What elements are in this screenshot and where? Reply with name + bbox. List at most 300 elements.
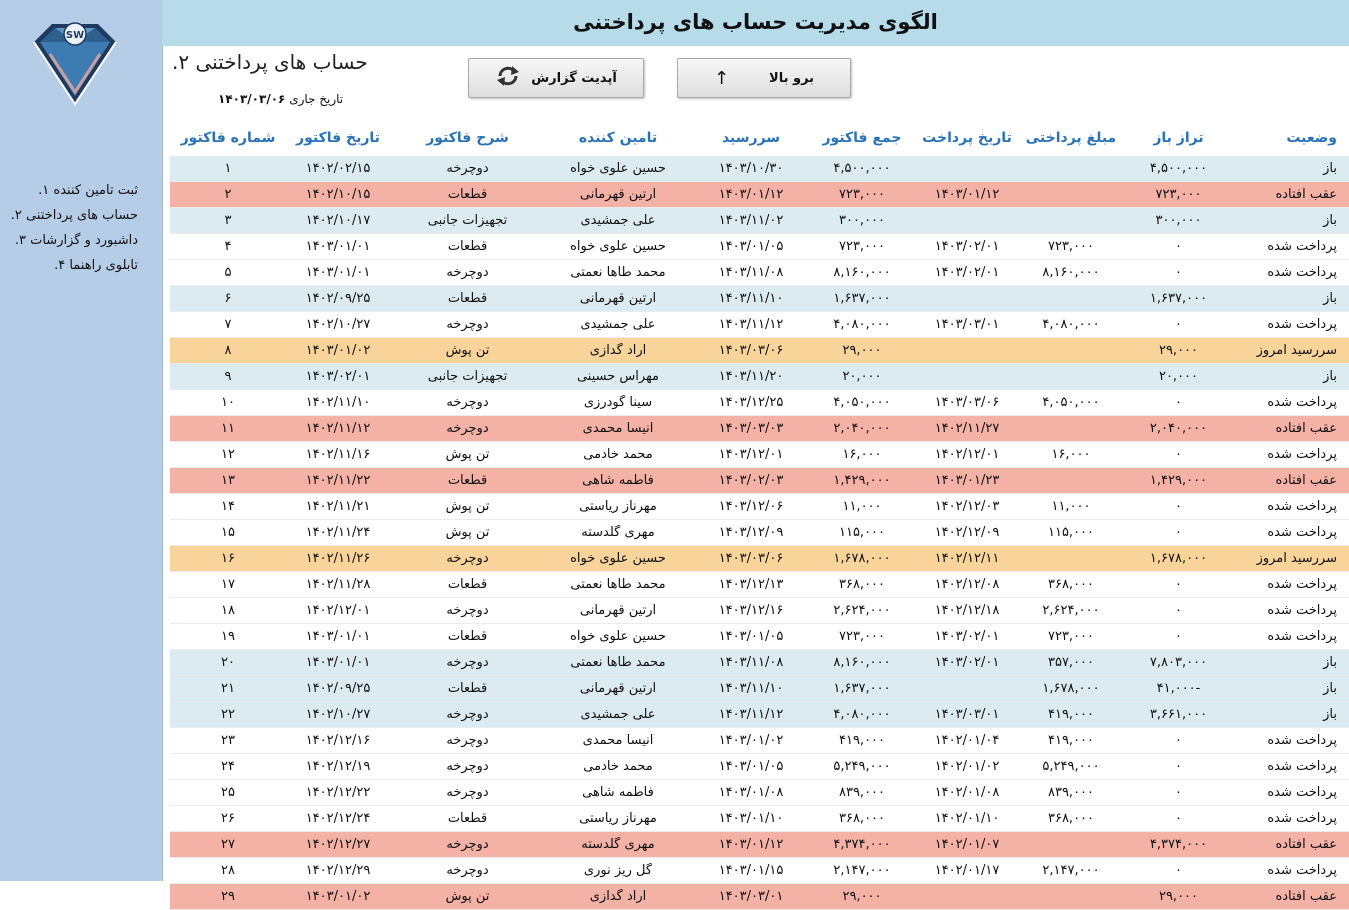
table-row[interactable] [170,312,1349,338]
cell-invoice-number[interactable]: ۲۵ [221,785,235,800]
cell-description[interactable]: قطعات [447,291,488,306]
cell-invoice-total[interactable]: ۷۲۳,۰۰۰ [838,629,886,644]
cell-status[interactable]: باز [1323,291,1337,306]
cell-invoice-total[interactable]: ۱۱,۰۰۰ [842,499,882,514]
cell-invoice-date[interactable]: ۱۴۰۲/۱۱/۲۱ [305,499,371,514]
cell-invoice-total[interactable]: ۵,۲۴۹,۰۰۰ [833,759,891,774]
cell-due-date[interactable]: ۱۴۰۳/۱۲/۱۳ [718,577,784,592]
cell-supplier[interactable]: مهری گلدسته [581,525,655,540]
cell-supplier[interactable]: ارتین قهرمانی [579,291,657,306]
cell-invoice-number[interactable]: ۹ [224,369,232,384]
cell-invoice-date[interactable]: ۱۴۰۲/۰۲/۱۵ [305,161,371,176]
cell-open-balance[interactable]: ۳,۶۶۱,۰۰۰ [1149,707,1208,722]
cell-due-date[interactable]: ۱۴۰۳/۰۳/۰۶ [718,551,784,566]
cell-paid-amount[interactable]: ۱۶,۰۰۰ [1051,447,1091,462]
cell-due-date[interactable]: ۱۴۰۳/۱۲/۲۵ [718,395,784,410]
cell-invoice-total[interactable]: ۴,۰۸۰,۰۰۰ [833,317,891,332]
cell-open-balance[interactable]: ۰ [1175,811,1182,826]
table-row[interactable] [170,442,1349,468]
table-row[interactable] [170,572,1349,598]
cell-status[interactable]: عقب افتاده [1275,837,1337,852]
cell-invoice-date[interactable]: ۱۴۰۲/۱۰/۱۷ [305,213,371,228]
cell-invoice-date[interactable]: ۱۴۰۲/۱۱/۲۶ [305,551,371,566]
cell-invoice-total[interactable]: ۲,۱۴۷,۰۰۰ [833,863,891,878]
cell-invoice-total[interactable]: ۸,۱۶۰,۰۰۰ [833,265,891,280]
cell-supplier[interactable]: ارتین قهرمانی [579,681,657,696]
cell-open-balance[interactable]: ۱,۶۳۷,۰۰۰ [1149,291,1208,306]
cell-open-balance[interactable]: ۰ [1175,395,1182,410]
cell-invoice-total[interactable]: ۴,۰۵۰,۰۰۰ [833,395,891,410]
cell-payment-date[interactable]: ۱۴۰۲/۰۱/۰۴ [934,733,1000,748]
cell-invoice-total[interactable]: ۱,۴۲۹,۰۰۰ [833,473,891,488]
cell-paid-amount[interactable]: ۸۳۹,۰۰۰ [1047,785,1095,800]
cell-status[interactable]: باز [1323,707,1337,722]
cell-invoice-total[interactable]: ۷۲۳,۰۰۰ [838,187,886,202]
table-row[interactable] [170,598,1349,624]
cell-due-date[interactable]: ۱۴۰۳/۰۱/۰۵ [718,239,784,254]
cell-description[interactable]: قطعات [447,187,488,202]
cell-invoice-number[interactable]: ۲۲ [221,707,235,722]
cell-invoice-total[interactable]: ۸۳۹,۰۰۰ [838,785,886,800]
cell-invoice-number[interactable]: ۲۷ [221,837,235,852]
cell-payment-date[interactable]: ۱۴۰۳/۰۲/۰۱ [934,655,1000,670]
cell-description[interactable]: قطعات [447,681,488,696]
cell-invoice-number[interactable]: ۳ [224,213,232,228]
cell-open-balance[interactable]: ۰ [1175,525,1182,540]
cell-open-balance[interactable]: ۲۹,۰۰۰ [1158,343,1199,358]
cell-due-date[interactable]: ۱۴۰۳/۱۲/۰۶ [718,499,784,514]
table-row[interactable] [170,754,1349,780]
cell-description[interactable]: دوچرخه [446,655,489,670]
table-row[interactable] [170,520,1349,546]
cell-due-date[interactable]: ۱۴۰۳/۰۱/۰۵ [718,629,784,644]
cell-open-balance[interactable]: ۰ [1175,499,1182,514]
cell-invoice-date[interactable]: ۱۴۰۳/۰۱/۰۱ [305,239,371,254]
cell-payment-date[interactable]: ۱۴۰۳/۰۱/۲۳ [934,473,1000,488]
cell-status[interactable]: باز [1323,369,1337,384]
cell-status[interactable]: پرداخت شده [1267,239,1337,254]
cell-due-date[interactable]: ۱۴۰۳/۰۱/۰۲ [718,733,784,748]
cell-open-balance[interactable]: ۴,۵۰۰,۰۰۰ [1149,161,1208,176]
cell-status[interactable]: عقب افتاده [1275,889,1337,904]
cell-invoice-date[interactable]: ۱۴۰۲/۱۲/۱۹ [305,759,371,774]
cell-supplier[interactable]: حسین علوی خواه [570,629,666,644]
cell-payment-date[interactable]: ۱۴۰۲/۰۱/۰۲ [934,759,1000,774]
cell-status[interactable]: پرداخت شده [1267,759,1337,774]
cell-status[interactable]: باز [1323,681,1337,696]
cell-invoice-date[interactable]: ۱۴۰۲/۱۰/۱۵ [305,187,371,202]
cell-invoice-number[interactable]: ۸ [224,343,232,358]
cell-description[interactable]: قطعات [447,239,488,254]
table-row[interactable] [170,286,1349,312]
table-row[interactable] [170,806,1349,832]
cell-invoice-number[interactable]: ۱۶ [221,551,235,566]
cell-status[interactable]: پرداخت شده [1267,317,1337,332]
cell-open-balance[interactable]: ۲,۰۴۰,۰۰۰ [1149,421,1208,436]
cell-invoice-total[interactable]: ۴,۵۰۰,۰۰۰ [833,161,891,176]
cell-invoice-date[interactable]: ۱۴۰۲/۱۲/۰۱ [305,603,371,618]
col-open-balance[interactable]: تراز باز [1153,130,1204,146]
cell-paid-amount[interactable]: ۴,۰۵۰,۰۰۰ [1042,395,1100,410]
cell-invoice-number[interactable]: ۱ [224,161,232,176]
cell-description[interactable]: قطعات [447,577,488,592]
cell-invoice-total[interactable]: ۱,۶۳۷,۰۰۰ [833,681,891,696]
cell-invoice-number[interactable]: ۱۷ [221,577,235,592]
cell-supplier[interactable]: محمد خادمی [583,759,653,774]
cell-supplier[interactable]: فاطمه شاهی [582,785,654,800]
cell-invoice-date[interactable]: ۱۴۰۲/۱۰/۲۷ [305,317,371,332]
cell-invoice-date[interactable]: ۱۴۰۲/۱۲/۲۴ [305,811,371,826]
cell-invoice-total[interactable]: ۷۲۳,۰۰۰ [838,239,886,254]
cell-supplier[interactable]: حسین علوی خواه [570,551,666,566]
cell-description[interactable]: دوچرخه [446,161,489,176]
cell-paid-amount[interactable]: ۱,۶۷۸,۰۰۰ [1042,681,1100,696]
cell-paid-amount[interactable]: ۴۱۹,۰۰۰ [1047,733,1095,748]
cell-supplier[interactable]: محمد خادمی [583,447,653,462]
cell-invoice-date[interactable]: ۱۴۰۳/۰۱/۰۱ [305,655,371,670]
cell-open-balance[interactable]: ۰ [1175,629,1182,644]
col-status[interactable]: وضعیت [1286,130,1337,146]
cell-invoice-date[interactable]: ۱۴۰۲/۱۲/۲۷ [305,837,371,852]
sidebar-item-payables[interactable]: حساب های پرداختنی ۲. [10,208,138,223]
cell-invoice-date[interactable]: ۱۴۰۲/۱۲/۲۹ [305,863,371,878]
cell-status[interactable]: باز [1323,655,1337,670]
cell-payment-date[interactable]: ۱۴۰۲/۱۱/۲۷ [934,421,1000,436]
cell-due-date[interactable]: ۱۴۰۳/۱۱/۱۰ [718,681,784,696]
cell-status[interactable]: پرداخت شده [1267,785,1337,800]
cell-supplier[interactable]: حسین علوی خواه [570,161,666,176]
cell-supplier[interactable]: علی جمشیدی [580,317,656,332]
cell-invoice-number[interactable]: ۱۵ [221,525,235,540]
cell-supplier[interactable]: محمد طاها نعمتی [570,577,666,592]
cell-payment-date[interactable]: ۱۴۰۲/۱۲/۰۱ [934,447,1000,462]
cell-supplier[interactable]: ارتین قهرمانی [579,603,657,618]
cell-payment-date[interactable]: ۱۴۰۳/۰۲/۰۱ [934,629,1000,644]
cell-due-date[interactable]: ۱۴۰۳/۰۱/۱۵ [718,863,784,878]
cell-invoice-number[interactable]: ۲۶ [221,811,235,826]
cell-due-date[interactable]: ۱۴۰۳/۰۱/۱۲ [718,187,784,202]
cell-supplier[interactable]: علی جمشیدی [580,213,656,228]
cell-description[interactable]: دوچرخه [446,759,489,774]
cell-invoice-total[interactable]: ۱,۶۳۷,۰۰۰ [833,291,891,306]
cell-invoice-number[interactable]: ۴ [224,239,232,254]
col-invoice-date[interactable]: تاریخ فاکتور [296,130,380,146]
cell-description[interactable]: قطعات [447,473,488,488]
cell-status[interactable]: پرداخت شده [1267,499,1337,514]
table-row[interactable] [170,208,1349,234]
cell-open-balance[interactable]: ۰ [1175,785,1182,800]
cell-open-balance[interactable]: ۲۹,۰۰۰ [1158,889,1199,904]
cell-supplier[interactable]: انیسا محمدی [582,421,654,436]
cell-due-date[interactable]: ۱۴۰۳/۱۱/۲۰ [718,369,784,384]
cell-status[interactable]: پرداخت شده [1267,395,1337,410]
table-row[interactable] [170,624,1349,650]
col-paid-amount[interactable]: مبلغ پرداختی [1025,130,1117,146]
cell-open-balance[interactable]: ۷,۸۰۳,۰۰۰ [1149,655,1208,670]
table-row[interactable] [170,858,1349,884]
cell-paid-amount[interactable]: ۷۲۳,۰۰۰ [1047,239,1095,254]
cell-supplier[interactable]: محمد طاها نعمتی [570,265,666,280]
cell-open-balance[interactable]: ۰ [1175,265,1182,280]
cell-description[interactable]: تجهیزات جانبی [427,213,508,228]
cell-payment-date[interactable]: ۱۴۰۳/۰۳/۰۱ [934,707,1000,722]
cell-description[interactable]: تن پوش [445,525,490,540]
cell-due-date[interactable]: ۱۴۰۳/۰۱/۰۸ [718,785,784,800]
table-row[interactable] [170,416,1349,442]
cell-invoice-total[interactable]: ۴,۳۷۴,۰۰۰ [833,837,891,852]
cell-invoice-date[interactable]: ۱۴۰۲/۰۹/۲۵ [305,291,371,306]
cell-status[interactable]: باز [1323,213,1337,228]
cell-invoice-number[interactable]: ۲ [224,187,232,202]
col-payment-date[interactable]: تاریخ پرداخت [922,130,1012,146]
cell-status[interactable]: پرداخت شده [1267,733,1337,748]
cell-open-balance[interactable]: ۲۰,۰۰۰ [1158,369,1199,384]
cell-paid-amount[interactable]: ۳۵۷,۰۰۰ [1047,655,1095,670]
table-row[interactable] [170,390,1349,416]
cell-description[interactable]: دوچرخه [446,785,489,800]
cell-description[interactable]: دوچرخه [446,863,489,878]
cell-open-balance[interactable]: -۴۱,۰۰۰ [1156,681,1201,696]
cell-invoice-total[interactable]: ۲۹,۰۰۰ [842,343,882,358]
col-due-date[interactable]: سررسید [721,130,781,146]
cell-invoice-number[interactable]: ۶ [224,291,232,306]
cell-payment-date[interactable]: ۱۴۰۳/۰۲/۰۱ [934,239,1000,254]
cell-supplier[interactable]: اراد گدازی [589,889,647,904]
cell-paid-amount[interactable]: ۲,۶۲۴,۰۰۰ [1042,603,1100,618]
cell-due-date[interactable]: ۱۴۰۳/۰۳/۰۱ [718,889,784,904]
cell-invoice-number[interactable]: ۱۸ [221,603,235,618]
cell-description[interactable]: تن پوش [445,447,490,462]
cell-invoice-total[interactable]: ۲۹,۰۰۰ [842,889,882,904]
cell-supplier[interactable]: مهراس حسینی [576,369,660,384]
cell-due-date[interactable]: ۱۴۰۳/۱۱/۱۲ [718,317,784,332]
cell-invoice-total[interactable]: ۲,۰۴۰,۰۰۰ [833,421,891,436]
cell-due-date[interactable]: ۱۴۰۳/۰۱/۰۵ [718,759,784,774]
cell-invoice-date[interactable]: ۱۴۰۳/۰۱/۰۱ [305,629,371,644]
cell-invoice-date[interactable]: ۱۴۰۳/۰۲/۰۱ [305,369,371,384]
cell-payment-date[interactable]: ۱۴۰۳/۰۳/۰۱ [934,317,1000,332]
cell-open-balance[interactable]: ۱,۴۲۹,۰۰۰ [1149,473,1208,488]
cell-description[interactable]: دوچرخه [446,551,489,566]
table-row[interactable] [170,468,1349,494]
cell-status[interactable]: پرداخت شده [1267,525,1337,540]
cell-invoice-date[interactable]: ۱۴۰۲/۱۱/۱۰ [305,395,371,410]
cell-paid-amount[interactable]: ۷۲۳,۰۰۰ [1047,629,1095,644]
cell-paid-amount[interactable]: ۵,۲۴۹,۰۰۰ [1042,759,1100,774]
cell-status[interactable]: عقب افتاده [1275,421,1337,436]
cell-status[interactable]: پرداخت شده [1267,811,1337,826]
cell-paid-amount[interactable]: ۱۱۵,۰۰۰ [1047,525,1095,540]
cell-invoice-date[interactable]: ۱۴۰۲/۱۱/۱۶ [305,447,371,462]
cell-invoice-total[interactable]: ۳۰۰,۰۰۰ [838,213,886,228]
table-row[interactable] [170,884,1349,910]
cell-description[interactable]: قطعات [447,811,488,826]
cell-invoice-date[interactable]: ۱۴۰۳/۰۱/۰۱ [305,265,371,280]
table-row[interactable] [170,650,1349,676]
cell-description[interactable]: تن پوش [445,889,490,904]
cell-description[interactable]: دوچرخه [446,317,489,332]
cell-invoice-total[interactable]: ۲۰,۰۰۰ [842,369,882,384]
cell-invoice-total[interactable]: ۳۶۸,۰۰۰ [838,811,886,826]
cell-due-date[interactable]: ۱۴۰۳/۱۲/۰۹ [718,525,784,540]
cell-payment-date[interactable]: ۱۴۰۲/۱۲/۱۸ [934,603,1000,618]
cell-paid-amount[interactable]: ۲,۱۴۷,۰۰۰ [1042,863,1100,878]
cell-payment-date[interactable]: ۱۴۰۳/۰۳/۰۶ [934,395,1000,410]
cell-due-date[interactable]: ۱۴۰۳/۰۳/۰۶ [718,343,784,358]
cell-open-balance[interactable]: ۰ [1175,863,1182,878]
cell-open-balance[interactable]: ۷۲۳,۰۰۰ [1155,187,1202,202]
sidebar-item-suppliers[interactable]: ثبت تامین کننده ۱. [38,183,138,198]
cell-payment-date[interactable]: ۱۴۰۳/۰۲/۰۱ [934,265,1000,280]
cell-status[interactable]: عقب افتاده [1275,187,1337,202]
col-supplier[interactable]: تامین کننده [578,130,658,146]
cell-invoice-number[interactable]: ۱۲ [221,447,235,462]
cell-payment-date[interactable]: ۱۴۰۳/۰۱/۱۲ [934,187,1000,202]
cell-invoice-date[interactable]: ۱۴۰۳/۰۱/۰۲ [305,889,371,904]
cell-description[interactable]: تن پوش [445,499,490,514]
cell-invoice-number[interactable]: ۱۳ [221,473,235,488]
cell-payment-date[interactable]: ۱۴۰۲/۰۱/۰۸ [934,785,1000,800]
col-invoice-total[interactable]: جمع فاکتور [822,130,902,146]
table-row[interactable] [170,832,1349,858]
cell-due-date[interactable]: ۱۴۰۳/۱۱/۱۰ [718,291,784,306]
table-row[interactable] [170,702,1349,728]
cell-open-balance[interactable]: ۴,۳۷۴,۰۰۰ [1149,837,1208,852]
cell-invoice-date[interactable]: ۱۴۰۲/۱۱/۲۴ [305,525,371,540]
cell-invoice-date[interactable]: ۱۴۰۳/۰۱/۰۲ [305,343,371,358]
table-row[interactable] [170,338,1349,364]
col-description[interactable]: شرح فاکتور [426,130,509,146]
col-invoice-number[interactable]: شماره فاکتور [180,130,276,146]
cell-description[interactable]: دوچرخه [446,421,489,436]
table-row[interactable] [170,234,1349,260]
cell-description[interactable]: دوچرخه [446,395,489,410]
cell-supplier[interactable]: اراد گدازی [589,343,647,358]
cell-invoice-number[interactable]: ۱۹ [221,629,235,644]
cell-due-date[interactable]: ۱۴۰۳/۱۱/۰۸ [718,655,784,670]
cell-supplier[interactable]: مهرناز ریاستی [579,811,657,826]
cell-open-balance[interactable]: ۰ [1175,447,1182,462]
cell-supplier[interactable]: ارتین قهرمانی [579,187,657,202]
cell-invoice-date[interactable]: ۱۴۰۲/۱۰/۲۷ [305,707,371,722]
cell-due-date[interactable]: ۱۴۰۳/۱۱/۰۲ [718,213,784,228]
cell-status[interactable]: پرداخت شده [1267,447,1337,462]
cell-due-date[interactable]: ۱۴۰۳/۰۱/۱۰ [718,811,784,826]
cell-due-date[interactable]: ۱۴۰۳/۰۳/۰۳ [718,421,784,436]
cell-status[interactable]: پرداخت شده [1267,265,1337,280]
cell-invoice-number[interactable]: ۲۰ [221,655,235,670]
cell-open-balance[interactable]: ۰ [1175,603,1182,618]
cell-supplier[interactable]: علی جمشیدی [580,707,656,722]
cell-supplier[interactable]: مهری گلدسته [581,837,655,852]
cell-status[interactable]: پرداخت شده [1267,603,1337,618]
cell-invoice-date[interactable]: ۱۴۰۲/۰۹/۲۵ [305,681,371,696]
cell-invoice-number[interactable]: ۷ [224,317,232,332]
cell-description[interactable]: دوچرخه [446,707,489,722]
cell-invoice-total[interactable]: ۴,۰۸۰,۰۰۰ [833,707,891,722]
cell-open-balance[interactable]: ۰ [1175,317,1182,332]
cell-description[interactable]: دوچرخه [446,837,489,852]
cell-open-balance[interactable]: ۰ [1175,759,1182,774]
cell-supplier[interactable]: فاطمه شاهی [582,473,654,488]
cell-due-date[interactable]: ۱۴۰۳/۱۰/۳۰ [718,161,784,176]
cell-invoice-number[interactable]: ۲۴ [221,759,235,774]
cell-payment-date[interactable]: ۱۴۰۲/۰۱/۱۰ [934,811,1000,826]
cell-paid-amount[interactable]: ۱۱,۰۰۰ [1051,499,1091,514]
cell-paid-amount[interactable]: ۴۱۹,۰۰۰ [1047,707,1095,722]
table-row[interactable] [170,676,1349,702]
cell-payment-date[interactable]: ۱۴۰۲/۱۲/۰۸ [934,577,1000,592]
cell-invoice-number[interactable]: ۲۳ [221,733,235,748]
cell-payment-date[interactable]: ۱۴۰۲/۱۲/۰۳ [934,499,1000,514]
cell-invoice-date[interactable]: ۱۴۰۲/۱۲/۲۲ [305,785,371,800]
cell-description[interactable]: دوچرخه [446,733,489,748]
cell-paid-amount[interactable]: ۳۶۸,۰۰۰ [1047,811,1095,826]
cell-invoice-number[interactable]: ۱۱ [221,421,235,436]
cell-status[interactable]: پرداخت شده [1267,577,1337,592]
cell-payment-date[interactable]: ۱۴۰۲/۰۱/۰۷ [934,837,1000,852]
sidebar-item-dashboard[interactable]: داشبورد و گزارشات ۳. [14,233,138,248]
cell-paid-amount[interactable]: ۴,۰۸۰,۰۰۰ [1042,317,1100,332]
cell-invoice-total[interactable]: ۱۶,۰۰۰ [842,447,882,462]
table-row[interactable] [170,182,1349,208]
cell-invoice-total[interactable]: ۳۶۸,۰۰۰ [838,577,886,592]
cell-open-balance[interactable]: ۳۰۰,۰۰۰ [1155,213,1202,228]
cell-supplier[interactable]: مهرناز ریاستی [579,499,657,514]
cell-status[interactable]: پرداخت شده [1267,863,1337,878]
cell-paid-amount[interactable]: ۳۶۸,۰۰۰ [1047,577,1095,592]
cell-description[interactable]: دوچرخه [446,265,489,280]
cell-invoice-total[interactable]: ۴۱۹,۰۰۰ [838,733,886,748]
cell-due-date[interactable]: ۱۴۰۳/۱۱/۱۲ [718,707,784,722]
cell-description[interactable]: تن پوش [445,343,490,358]
cell-open-balance[interactable]: ۰ [1175,239,1182,254]
table-row[interactable] [170,546,1349,572]
cell-open-balance[interactable]: ۰ [1175,733,1182,748]
cell-description[interactable]: تجهیزات جانبی [427,369,508,384]
cell-payment-date[interactable]: ۱۴۰۲/۱۲/۰۹ [934,525,1000,540]
cell-invoice-number[interactable]: ۱۰ [221,395,235,410]
cell-invoice-date[interactable]: ۱۴۰۲/۱۱/۲۲ [305,473,371,488]
cell-due-date[interactable]: ۱۴۰۳/۱۱/۰۸ [718,265,784,280]
cell-invoice-total[interactable]: ۸,۱۶۰,۰۰۰ [833,655,891,670]
cell-due-date[interactable]: ۱۴۰۳/۱۲/۰۱ [718,447,784,462]
cell-status[interactable]: سررسید امروز [1256,551,1337,566]
cell-payment-date[interactable]: ۱۴۰۲/۱۲/۱۱ [934,551,1000,566]
cell-supplier[interactable]: گل ریز نوری [583,863,653,878]
go-top-button[interactable] [677,58,851,98]
cell-due-date[interactable]: ۱۴۰۳/۰۱/۱۲ [718,837,784,852]
cell-invoice-date[interactable]: ۱۴۰۲/۱۱/۱۲ [305,421,371,436]
cell-invoice-date[interactable]: ۱۴۰۲/۱۲/۱۶ [305,733,371,748]
cell-description[interactable]: دوچرخه [446,603,489,618]
cell-description[interactable]: قطعات [447,629,488,644]
table-row[interactable] [170,780,1349,806]
table-row[interactable] [170,156,1349,182]
cell-invoice-number[interactable]: ۲۹ [221,889,235,904]
cell-supplier[interactable]: محمد طاها نعمتی [570,655,666,670]
cell-payment-date[interactable]: ۱۴۰۲/۰۱/۱۷ [934,863,1000,878]
cell-invoice-number[interactable]: ۱۴ [221,499,235,514]
table-row[interactable] [170,728,1349,754]
table-row[interactable] [170,364,1349,390]
cell-invoice-date[interactable]: ۱۴۰۲/۱۱/۲۸ [305,577,371,592]
cell-open-balance[interactable]: ۰ [1175,577,1182,592]
cell-invoice-total[interactable]: ۱,۶۷۸,۰۰۰ [833,551,891,566]
cell-invoice-number[interactable]: ۲۱ [221,681,235,696]
sidebar-item-guide[interactable]: تابلوی راهنما ۴. [54,258,138,273]
table-row[interactable] [170,494,1349,520]
